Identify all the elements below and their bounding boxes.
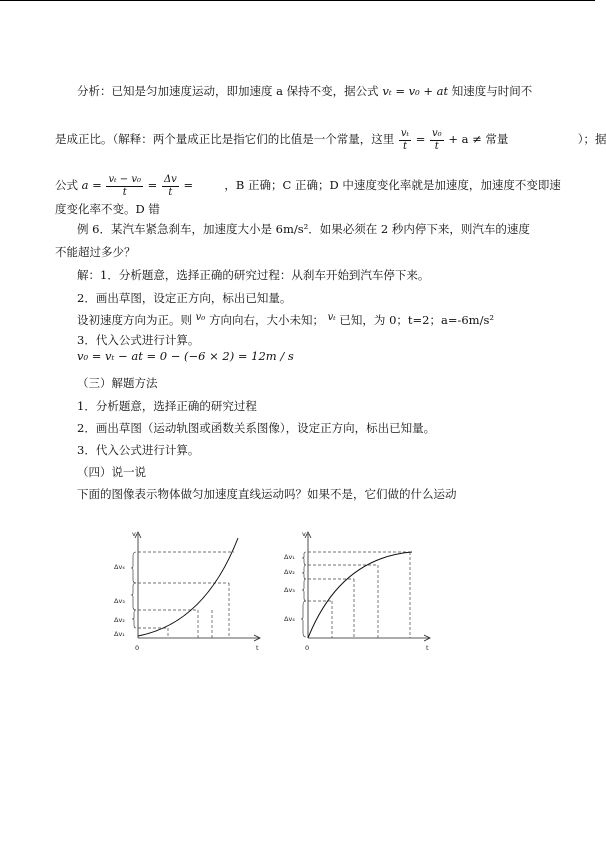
t-axis-label: t — [256, 644, 259, 652]
analysis-text: 是成正比。（解释：两个量成正比是指它们的比值是一个常量，这里 — [55, 132, 395, 146]
solution-formula: v₀ = vₜ − at = 0 − (−6 × 2) = 12m / s — [77, 349, 294, 363]
solution-step-1: 解：1．分析题意，选择正确的研究过程：从刹车开始到汽车停下来。 — [77, 268, 430, 282]
label-dv3: Δv₃ — [114, 597, 125, 605]
analysis-text: ）；据 — [577, 132, 606, 146]
solution-text: 设初速度方向为正。则 — [77, 313, 192, 327]
v0-symbol: v₀ — [195, 312, 206, 323]
guide-lines — [138, 552, 234, 638]
origin-label: 0 — [135, 644, 140, 652]
analysis-text: 知速度与时间不 — [451, 84, 533, 98]
label-dv2: Δv₂ — [114, 616, 125, 624]
equals-sign: = — [183, 178, 194, 192]
graph-right — [280, 528, 438, 656]
label-dv4: Δv₄ — [284, 615, 295, 623]
label-dv2: Δv₂ — [284, 568, 295, 576]
fraction-v0-t: $\frac{\text{v₀}}{t}$ — [431, 127, 442, 152]
label-dv1: Δv₁ — [114, 630, 125, 638]
braces — [131, 552, 136, 628]
method-step-3: 3．代入公式进行计算。 — [77, 443, 200, 457]
method-step-2: 2．画出草图（运动轨图或函数关系图像），设定正方向，标出已知量。 — [77, 421, 436, 435]
talk-question: 下面的图像表示物体做匀加速度直线运动吗？如果不是，它们做的什么运动 — [77, 487, 457, 501]
fraction-vt-t: $\frac{\text{vₜ}}{t}$ — [400, 127, 410, 152]
equals-sign: = — [415, 132, 426, 146]
example-line-2: 不能超过多少？ — [55, 245, 136, 259]
label-dv1: Δv₁ — [284, 553, 295, 561]
analysis-line-2 — [55, 124, 606, 154]
solution-text: 已知，为 0；t=2；a=-6m/s² — [339, 313, 494, 327]
label-dv4: Δv₄ — [114, 563, 125, 571]
v-axis-label: v — [132, 530, 136, 538]
example-line-1: 例 6．某汽车紧急刹车，加速度大小是 6m/s²．如果必须在 2 秒内停下来，则汽车的速度 — [77, 222, 530, 236]
fraction-delta-v-t: $\frac{\Delta v}{t}$ — [163, 173, 177, 198]
solution-step-2b — [77, 311, 494, 327]
solution-text: 方向向右，大小未知； — [208, 313, 324, 327]
v-axis-label: v — [302, 530, 306, 538]
origin-label: 0 — [305, 644, 310, 652]
analysis-line-3 — [55, 170, 561, 200]
guide-lines — [308, 552, 410, 638]
formula-vt: vₜ = v₀ + at — [382, 84, 449, 98]
not-constant-text: + a ≠ 常量 — [448, 132, 509, 146]
curve-accelerating — [138, 538, 238, 636]
label-dv3: Δv₃ — [284, 586, 295, 594]
analysis-line-1 — [77, 84, 532, 98]
talk-heading: （四）说一说 — [77, 465, 146, 479]
analysis-line-4: 度变化率不变。D 错 — [55, 202, 160, 216]
fraction-dv-t: $\frac{\text{vₜ − v₀}}{t}$ — [108, 173, 141, 198]
solution-step-3: 3．代入公式进行计算。 — [77, 333, 200, 347]
analysis-text: 公式 — [55, 178, 78, 192]
method-step-1: 1．分析题意，选择正确的研究过程 — [77, 399, 257, 413]
analysis-text: ，B 正确；C 正确；D 中速度变化率就是加速度，加速度不变即速 — [224, 178, 561, 192]
vt-symbol: vₜ — [327, 312, 336, 323]
top-border — [0, 0, 595, 1]
equals-sign: = — [147, 178, 158, 192]
a-equals: a = — [81, 178, 102, 192]
t-axis-label: t — [426, 644, 429, 652]
solution-step-2: 2．画出草图，设定正方向，标出已知量。 — [77, 291, 292, 305]
braces — [301, 552, 306, 637]
method-heading: （三）解题方法 — [77, 376, 158, 390]
analysis-text: 分析：已知是匀加速度运动，即加速度 a 保持不变，据公式 — [77, 84, 379, 98]
graph-left — [110, 528, 268, 656]
